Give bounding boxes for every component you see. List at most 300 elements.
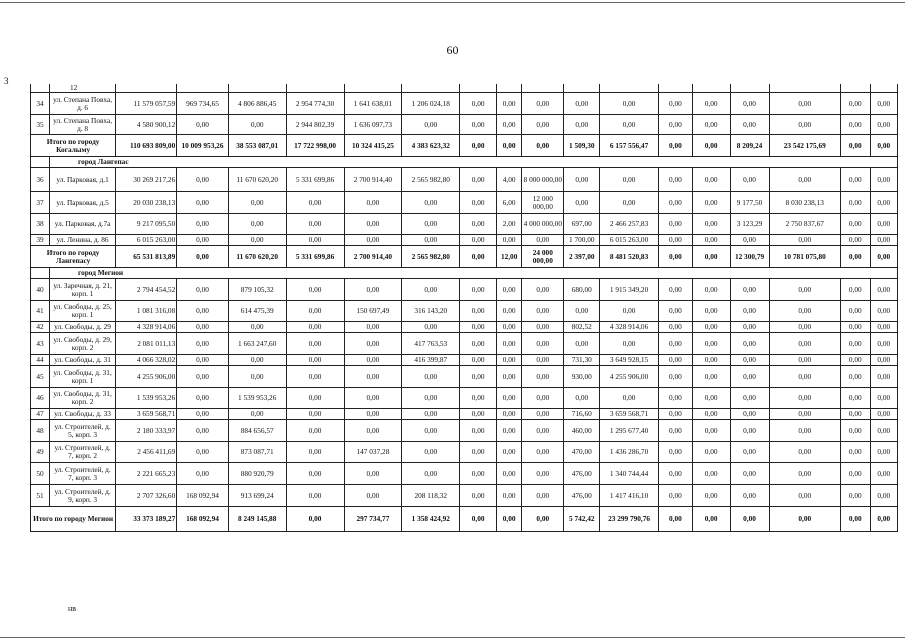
- value-cell: 8 030 238,13: [769, 192, 841, 214]
- value-cell: 0,00: [870, 235, 898, 246]
- value-cell: 6,00: [497, 192, 522, 214]
- value-cell: 0,00: [460, 388, 497, 409]
- value-cell: 0,00: [841, 442, 870, 463]
- table-row: [31, 115, 898, 135]
- value-cell: 0,00: [600, 333, 659, 355]
- value-cell: 0,00: [522, 235, 564, 246]
- value-cell: 297 734,77: [344, 507, 402, 532]
- value-cell: 0,00: [177, 333, 229, 355]
- value-cell: 0,00: [692, 442, 730, 463]
- value-cell: 416 399,87: [402, 355, 460, 366]
- value-cell: 2 456 411,69: [116, 442, 177, 463]
- value-cell: 0,00: [692, 366, 730, 388]
- table-row: [31, 485, 898, 507]
- value-cell: 0,00: [344, 485, 402, 507]
- value-cell: 0,00: [522, 301, 564, 322]
- value-cell: 0,00: [522, 93, 564, 115]
- row-number: 36: [31, 168, 50, 192]
- row-number: 40: [31, 279, 50, 301]
- header-cell: [659, 84, 693, 93]
- value-cell: 0,00: [769, 333, 841, 355]
- header-cell: [841, 84, 870, 93]
- value-cell: 0,00: [564, 192, 600, 214]
- value-cell: 0,00: [564, 93, 600, 115]
- value-cell: 0,00: [497, 279, 522, 301]
- value-cell: 0,00: [344, 420, 402, 442]
- row-number: 47: [31, 409, 50, 420]
- value-cell: 0,00: [460, 93, 497, 115]
- value-cell: 0,00: [564, 388, 600, 409]
- header-cell: [286, 84, 344, 93]
- value-cell: 0,00: [692, 388, 730, 409]
- value-cell: 0,00: [522, 442, 564, 463]
- value-cell: 0,00: [460, 235, 497, 246]
- value-cell: 2 707 326,60: [116, 485, 177, 507]
- table-row: [31, 409, 898, 420]
- value-cell: 208 118,32: [402, 485, 460, 507]
- value-cell: 0,00: [177, 388, 229, 409]
- value-cell: 0,00: [659, 355, 693, 366]
- value-cell: 0,00: [769, 420, 841, 442]
- value-cell: 8 249 145,88: [228, 507, 286, 532]
- value-cell: 0,00: [730, 301, 769, 322]
- value-cell: 0,00: [841, 485, 870, 507]
- value-cell: 0,00: [402, 214, 460, 235]
- value-cell: 1 641 638,01: [344, 93, 402, 115]
- value-cell: 1 417 416,10: [600, 485, 659, 507]
- value-cell: 0,00: [522, 507, 564, 532]
- value-cell: 12 300,79: [730, 246, 769, 268]
- value-cell: 33 373 189,27: [116, 507, 177, 532]
- value-cell: 0,00: [600, 301, 659, 322]
- value-cell: 879 105,32: [228, 279, 286, 301]
- value-cell: 30 269 217,26: [116, 168, 177, 192]
- value-cell: 2 750 837,67: [769, 214, 841, 235]
- value-cell: 4 328 914,06: [600, 322, 659, 333]
- value-cell: 0,00: [402, 115, 460, 135]
- value-cell: 913 699,24: [228, 485, 286, 507]
- value-cell: 0,00: [870, 507, 898, 532]
- row-number: 45: [31, 366, 50, 388]
- value-cell: 0,00: [841, 235, 870, 246]
- value-cell: 150 697,49: [344, 301, 402, 322]
- value-cell: 0,00: [769, 485, 841, 507]
- value-cell: 0,00: [870, 168, 898, 192]
- value-cell: 4,00: [497, 168, 522, 192]
- value-cell: 0,00: [659, 168, 693, 192]
- value-cell: 0,00: [460, 135, 497, 157]
- table-row: [31, 366, 898, 388]
- value-cell: 0,00: [692, 246, 730, 268]
- table-row: [31, 322, 898, 333]
- value-cell: 17 722 998,00: [286, 135, 344, 157]
- value-cell: 2 954 774,30: [286, 93, 344, 115]
- total-label: Итого по городу Лангепасу: [31, 246, 116, 268]
- city-header-row: [31, 268, 898, 279]
- value-cell: 0,00: [659, 93, 693, 115]
- value-cell: 0,00: [659, 485, 693, 507]
- value-cell: 0,00: [286, 235, 344, 246]
- blank-cell: [31, 157, 50, 168]
- value-cell: 0,00: [769, 409, 841, 420]
- value-cell: 0,00: [344, 409, 402, 420]
- value-cell: 0,00: [841, 355, 870, 366]
- value-cell: 0,00: [177, 366, 229, 388]
- table-row: [31, 214, 898, 235]
- value-cell: 0,00: [730, 235, 769, 246]
- value-cell: 0,00: [600, 93, 659, 115]
- value-cell: 0,00: [870, 388, 898, 409]
- value-cell: 0,00: [402, 279, 460, 301]
- address-cell: ул. Заречная, д. 21, корп. 1: [49, 279, 115, 301]
- address-cell: ул. Ленина, д. 86: [49, 235, 115, 246]
- value-cell: 1 340 744,44: [600, 463, 659, 485]
- header-cell: [497, 84, 522, 93]
- value-cell: 0,00: [460, 442, 497, 463]
- table-row: [31, 442, 898, 463]
- value-cell: 731,30: [564, 355, 600, 366]
- value-cell: 0,00: [730, 420, 769, 442]
- value-cell: 0,00: [692, 409, 730, 420]
- header-cell: [600, 84, 659, 93]
- row-number: 37: [31, 192, 50, 214]
- value-cell: 0,00: [841, 388, 870, 409]
- value-cell: 1 663 247,60: [228, 333, 286, 355]
- value-cell: 802,52: [564, 322, 600, 333]
- value-cell: 0,00: [460, 485, 497, 507]
- value-cell: 0,00: [659, 115, 693, 135]
- value-cell: 0,00: [769, 322, 841, 333]
- value-cell: 0,00: [870, 301, 898, 322]
- value-cell: 880 920,79: [228, 463, 286, 485]
- value-cell: 2 700 914,40: [344, 246, 402, 268]
- value-cell: 11 579 057,59: [116, 93, 177, 115]
- value-cell: 0,00: [730, 409, 769, 420]
- value-cell: 0,00: [460, 409, 497, 420]
- value-cell: 0,00: [870, 409, 898, 420]
- value-cell: 4 383 623,32: [402, 135, 460, 157]
- address-cell: ул. Парковая, д.5: [49, 192, 115, 214]
- address-cell: ул. Свободы, д. 25, корп. 1: [49, 301, 115, 322]
- value-cell: 0,00: [730, 93, 769, 115]
- row-number: 48: [31, 420, 50, 442]
- value-cell: 1 700,00: [564, 235, 600, 246]
- value-cell: 0,00: [564, 333, 600, 355]
- value-cell: 168 092,94: [177, 485, 229, 507]
- header-cell: [228, 84, 286, 93]
- value-cell: 0,00: [841, 246, 870, 268]
- value-cell: 0,00: [228, 115, 286, 135]
- value-cell: 0,00: [286, 420, 344, 442]
- value-cell: 0,00: [841, 135, 870, 157]
- value-cell: 0,00: [177, 279, 229, 301]
- row-number: 44: [31, 355, 50, 366]
- address-cell: ул. Свободы, д. 31: [49, 355, 115, 366]
- value-cell: 0,00: [841, 192, 870, 214]
- value-cell: 0,00: [460, 279, 497, 301]
- value-cell: 316 143,20: [402, 301, 460, 322]
- value-cell: 0,00: [228, 214, 286, 235]
- value-cell: 0,00: [841, 93, 870, 115]
- value-cell: 0,00: [177, 192, 229, 214]
- header-cell: [730, 84, 769, 93]
- value-cell: 5 331 699,86: [286, 168, 344, 192]
- value-cell: 2 565 982,80: [402, 246, 460, 268]
- value-cell: 1 539 953,26: [116, 388, 177, 409]
- value-cell: 0,00: [460, 214, 497, 235]
- header-label: 12: [49, 84, 115, 93]
- value-cell: 0,00: [460, 301, 497, 322]
- row-number: 41: [31, 301, 50, 322]
- value-cell: 0,00: [497, 485, 522, 507]
- value-cell: 0,00: [497, 463, 522, 485]
- value-cell: 12,00: [497, 246, 522, 268]
- value-cell: 1 358 424,92: [402, 507, 460, 532]
- value-cell: 6 015 263,00: [116, 235, 177, 246]
- value-cell: 0,00: [730, 388, 769, 409]
- value-cell: 1 081 316,08: [116, 301, 177, 322]
- value-cell: 23 542 175,69: [769, 135, 841, 157]
- value-cell: 0,00: [841, 366, 870, 388]
- value-cell: 0,00: [659, 463, 693, 485]
- value-cell: 0,00: [177, 442, 229, 463]
- value-cell: 8 209,24: [730, 135, 769, 157]
- value-cell: 0,00: [841, 301, 870, 322]
- value-cell: 0,00: [460, 366, 497, 388]
- value-cell: 0,00: [497, 420, 522, 442]
- value-cell: 0,00: [522, 355, 564, 366]
- value-cell: 697,00: [564, 214, 600, 235]
- value-cell: 0,00: [659, 322, 693, 333]
- value-cell: 0,00: [228, 355, 286, 366]
- value-cell: 0,00: [286, 322, 344, 333]
- value-cell: 0,00: [730, 366, 769, 388]
- value-cell: 476,00: [564, 485, 600, 507]
- value-cell: 65 531 813,89: [116, 246, 177, 268]
- address-cell: ул. Свободы, д. 31, корп. 1: [49, 366, 115, 388]
- value-cell: 0,00: [870, 442, 898, 463]
- header-row: [31, 84, 898, 93]
- value-cell: 0,00: [692, 135, 730, 157]
- address-cell: ул. Парковая, д.7а: [49, 214, 115, 235]
- table-row: [31, 279, 898, 301]
- value-cell: 0,00: [692, 463, 730, 485]
- value-cell: 1 915 349,20: [600, 279, 659, 301]
- value-cell: 0,00: [659, 214, 693, 235]
- address-cell: ул. Степана Повха, д. 6: [49, 93, 115, 115]
- value-cell: 0,00: [659, 366, 693, 388]
- value-cell: 147 037,28: [344, 442, 402, 463]
- value-cell: 0,00: [659, 235, 693, 246]
- value-cell: 0,00: [692, 485, 730, 507]
- value-cell: 4 580 900,12: [116, 115, 177, 135]
- city-name: город Лангепас: [49, 157, 897, 168]
- value-cell: 0,00: [497, 355, 522, 366]
- value-cell: 0,00: [177, 322, 229, 333]
- value-cell: 0,00: [286, 388, 344, 409]
- value-cell: 0,00: [286, 192, 344, 214]
- value-cell: 0,00: [522, 420, 564, 442]
- value-cell: 3 659 568,71: [116, 409, 177, 420]
- value-cell: 0,00: [730, 322, 769, 333]
- value-cell: 0,00: [769, 301, 841, 322]
- value-cell: 11 670 620,20: [228, 168, 286, 192]
- value-cell: 417 763,53: [402, 333, 460, 355]
- value-cell: 0,00: [497, 409, 522, 420]
- value-cell: 0,00: [177, 168, 229, 192]
- value-cell: 0,00: [769, 235, 841, 246]
- value-cell: 460,00: [564, 420, 600, 442]
- value-cell: 0,00: [659, 333, 693, 355]
- value-cell: 1 539 953,26: [228, 388, 286, 409]
- value-cell: 0,00: [460, 507, 497, 532]
- value-cell: 0,00: [522, 366, 564, 388]
- city-name: город Мегион: [49, 268, 897, 279]
- table-row: [31, 192, 898, 214]
- value-cell: 0,00: [870, 322, 898, 333]
- value-cell: 0,00: [659, 135, 693, 157]
- value-cell: 2 944 802,39: [286, 115, 344, 135]
- value-cell: 884 656,57: [228, 420, 286, 442]
- value-cell: 0,00: [497, 235, 522, 246]
- value-cell: 0,00: [497, 322, 522, 333]
- value-cell: 0,00: [497, 115, 522, 135]
- value-cell: 0,00: [600, 168, 659, 192]
- value-cell: 0,00: [460, 115, 497, 135]
- value-cell: 0,00: [730, 507, 769, 532]
- value-cell: 0,00: [841, 115, 870, 135]
- value-cell: 0,00: [659, 442, 693, 463]
- header-cell: [116, 84, 177, 93]
- value-cell: 0,00: [870, 246, 898, 268]
- value-cell: 0,00: [769, 463, 841, 485]
- value-cell: 0,00: [769, 507, 841, 532]
- value-cell: 20 030 238,13: [116, 192, 177, 214]
- value-cell: 4 328 914,06: [116, 322, 177, 333]
- value-cell: 0,00: [692, 333, 730, 355]
- value-cell: 0,00: [659, 279, 693, 301]
- value-cell: 0,00: [460, 463, 497, 485]
- value-cell: 0,00: [692, 355, 730, 366]
- value-cell: 0,00: [344, 214, 402, 235]
- value-cell: 0,00: [841, 168, 870, 192]
- value-cell: 0,00: [344, 355, 402, 366]
- header-cell: [31, 84, 50, 93]
- value-cell: 0,00: [564, 115, 600, 135]
- value-cell: 0,00: [659, 301, 693, 322]
- value-cell: 0,00: [402, 388, 460, 409]
- value-cell: 0,00: [692, 507, 730, 532]
- value-cell: 0,00: [402, 463, 460, 485]
- value-cell: 5 742,42: [564, 507, 600, 532]
- value-cell: 23 299 790,76: [600, 507, 659, 532]
- value-cell: 0,00: [692, 93, 730, 115]
- row-number: 39: [31, 235, 50, 246]
- value-cell: 0,00: [177, 420, 229, 442]
- value-cell: 11 670 620,20: [228, 246, 286, 268]
- value-cell: 0,00: [460, 168, 497, 192]
- value-cell: 0,00: [286, 485, 344, 507]
- value-cell: 0,00: [870, 93, 898, 115]
- value-cell: 0,00: [522, 463, 564, 485]
- value-cell: 0,00: [522, 279, 564, 301]
- value-cell: 0,00: [460, 420, 497, 442]
- value-cell: 0,00: [870, 333, 898, 355]
- table-row: [31, 463, 898, 485]
- value-cell: 0,00: [659, 507, 693, 532]
- row-number: 51: [31, 485, 50, 507]
- value-cell: 0,00: [692, 279, 730, 301]
- city-total-row: [31, 135, 898, 157]
- value-cell: 0,00: [177, 355, 229, 366]
- value-cell: 4 806 886,45: [228, 93, 286, 115]
- header-cell: [522, 84, 564, 93]
- value-cell: 2 397,00: [564, 246, 600, 268]
- value-cell: 9 217 095,50: [116, 214, 177, 235]
- value-cell: 0,00: [497, 442, 522, 463]
- value-cell: 0,00: [497, 333, 522, 355]
- value-cell: 0,00: [497, 507, 522, 532]
- table-row: [31, 420, 898, 442]
- value-cell: 0,00: [402, 322, 460, 333]
- value-cell: 930,00: [564, 366, 600, 388]
- value-cell: 0,00: [692, 420, 730, 442]
- row-number: 35: [31, 115, 50, 135]
- value-cell: 0,00: [460, 246, 497, 268]
- value-cell: 0,00: [730, 333, 769, 355]
- value-cell: 0,00: [870, 115, 898, 135]
- header-cell: [177, 84, 229, 93]
- value-cell: 0,00: [659, 246, 693, 268]
- table-row: [31, 235, 898, 246]
- value-cell: 0,00: [522, 322, 564, 333]
- value-cell: 0,00: [841, 279, 870, 301]
- value-cell: 3 659 568,71: [600, 409, 659, 420]
- value-cell: 680,00: [564, 279, 600, 301]
- value-cell: 2 221 665,23: [116, 463, 177, 485]
- value-cell: 8 481 520,83: [600, 246, 659, 268]
- value-cell: 0,00: [692, 115, 730, 135]
- value-cell: 969 734,65: [177, 93, 229, 115]
- value-cell: 0,00: [177, 115, 229, 135]
- value-cell: 0,00: [769, 115, 841, 135]
- value-cell: 2,00: [497, 214, 522, 235]
- value-cell: 8 000 000,00: [522, 168, 564, 192]
- value-cell: 0,00: [870, 135, 898, 157]
- total-label: Итого по городу Когалыму: [31, 135, 116, 157]
- value-cell: 0,00: [659, 420, 693, 442]
- value-cell: 0,00: [692, 235, 730, 246]
- value-cell: 0,00: [769, 366, 841, 388]
- value-cell: 0,00: [600, 115, 659, 135]
- row-number: 38: [31, 214, 50, 235]
- blank-cell: [31, 268, 50, 279]
- table-row: [31, 355, 898, 366]
- value-cell: 2 466 257,83: [600, 214, 659, 235]
- address-cell: ул. Свободы, д. 29, корп. 2: [49, 333, 115, 355]
- header-cell: [692, 84, 730, 93]
- value-cell: 0,00: [870, 192, 898, 214]
- value-cell: 0,00: [286, 463, 344, 485]
- value-cell: 0,00: [286, 366, 344, 388]
- table-row: [31, 301, 898, 322]
- value-cell: 0,00: [841, 420, 870, 442]
- value-cell: 0,00: [286, 409, 344, 420]
- value-cell: 0,00: [692, 192, 730, 214]
- header-cell: [460, 84, 497, 93]
- value-cell: 0,00: [402, 235, 460, 246]
- value-cell: 9 177,50: [730, 192, 769, 214]
